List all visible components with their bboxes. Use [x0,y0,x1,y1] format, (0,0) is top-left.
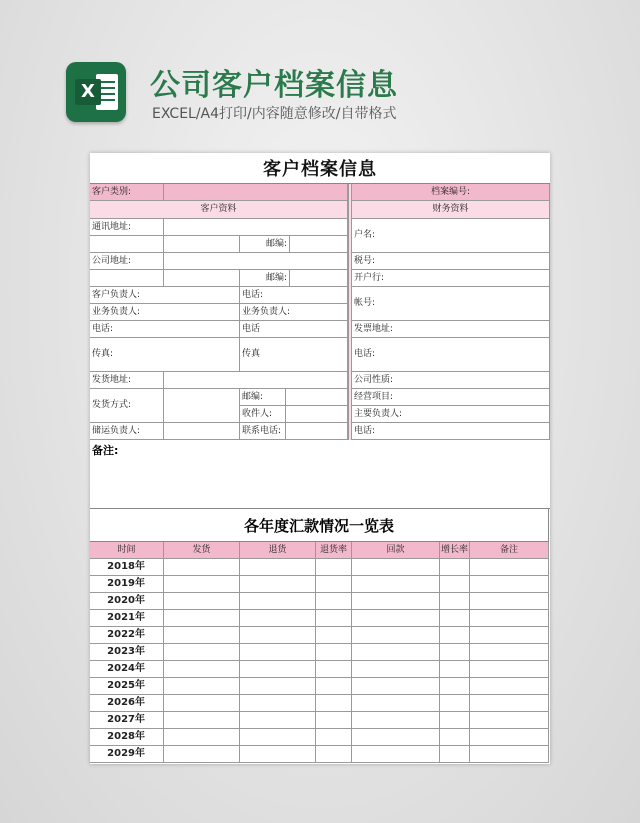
page-subtitle: EXCEL/A4打印/内容随意修改/自带格式 [152,106,397,122]
summary-cell[interactable] [440,729,470,746]
main-manager-label: 主要负责人: [352,406,550,423]
business-manager-label: 业务负责人: [90,304,240,321]
summary-cell[interactable] [440,576,470,593]
summary-cell[interactable] [164,644,240,661]
header [0,0,640,150]
summary-cell[interactable] [164,576,240,593]
summary-cell[interactable] [440,695,470,712]
year-cell: 2029年 [90,746,164,763]
summary-cell[interactable] [316,661,352,678]
summary-cell[interactable] [240,610,316,627]
phone-label-right-2: 电话: [352,423,550,440]
summary-cell[interactable] [470,559,549,576]
summary-cell[interactable] [240,695,316,712]
excel-logo-icon [66,62,126,122]
summary-cell[interactable] [352,746,440,763]
address-value[interactable] [164,219,348,236]
summary-cell[interactable] [440,661,470,678]
summary-cell[interactable] [440,593,470,610]
phone-label: 电话: [90,321,240,338]
section-finance-info: 财务资料 [352,201,550,219]
summary-title: 各年度汇款情况一览表 [90,509,549,542]
summary-cell[interactable] [352,695,440,712]
address-label: 通讯地址: [90,219,164,236]
summary-cell[interactable] [164,678,240,695]
postcode-value[interactable] [290,270,348,287]
company-address-label: 公司地址: [90,253,164,270]
storage-manager-label: 储运负责人: [90,423,164,440]
ship-address-label: 发货地址: [90,372,164,389]
year-cell: 2019年 [90,576,164,593]
summary-cell[interactable] [470,729,549,746]
summary-cell[interactable] [440,746,470,763]
summary-cell[interactable] [240,712,316,729]
blank-cell [164,270,240,287]
tax-no-label: 税号: [352,253,550,270]
summary-cell[interactable] [316,593,352,610]
summary-cell[interactable] [164,661,240,678]
phone-label-2: 电话 [240,321,348,338]
summary-cell[interactable] [240,559,316,576]
fax-label-2: 传真 [240,338,348,372]
summary-col-header: 时间 [90,542,164,559]
summary-cell[interactable] [470,610,549,627]
summary-cell[interactable] [352,593,440,610]
year-cell: 2021年 [90,610,164,627]
summary-cell[interactable] [240,729,316,746]
summary-cell[interactable] [352,627,440,644]
year-cell: 2027年 [90,712,164,729]
postcode-label: 邮编: [240,236,290,253]
ship-method-label: 发货方式: [90,389,164,423]
customer-type-label: 客户类别: [90,184,164,201]
ship-address-value[interactable] [164,372,348,389]
year-cell: 2022年 [90,627,164,644]
year-cell: 2023年 [90,644,164,661]
summary-col-header: 退货率 [316,542,352,559]
summary-cell[interactable] [440,610,470,627]
postcode-label: 邮编: [240,389,286,406]
account-name-label: 户名: [352,219,550,253]
summary-cell[interactable] [352,610,440,627]
document-sheet [90,153,550,764]
summary-cell[interactable] [470,695,549,712]
summary-cell[interactable] [240,644,316,661]
invoice-address-label: 发票地址: [352,321,550,338]
summary-cell[interactable] [164,712,240,729]
postcode-value[interactable] [290,236,348,253]
contact-phone-value[interactable] [286,423,348,440]
business-manager-label-2: 业务负责人: [240,304,348,321]
summary-col-header: 增长率 [440,542,470,559]
summary-cell[interactable] [470,712,549,729]
year-cell: 2020年 [90,593,164,610]
ship-method-value[interactable] [164,389,240,423]
receiver-label: 收件人: [240,406,286,423]
receiver-value[interactable] [286,406,348,423]
summary-cell[interactable] [240,627,316,644]
summary-cell[interactable] [440,644,470,661]
year-cell: 2028年 [90,729,164,746]
section-customer-info: 客户资料 [90,201,348,219]
contact-phone-label: 联系电话: [240,423,286,440]
summary-cell[interactable] [470,644,549,661]
summary-cell[interactable] [316,644,352,661]
postcode-value[interactable] [286,389,348,406]
summary-cell[interactable] [470,576,549,593]
remarks-label: 备注: [92,444,119,457]
company-nature-label: 公司性质: [352,372,550,389]
summary-cell[interactable] [164,729,240,746]
summary-cell[interactable] [352,712,440,729]
summary-cell[interactable] [440,678,470,695]
postcode-label: 邮编: [240,270,290,287]
fax-label: 传真: [90,338,240,372]
summary-cell[interactable] [316,712,352,729]
phone-label-right: 电话: [352,338,550,372]
summary-cell[interactable] [316,576,352,593]
customer-type-value[interactable] [164,184,348,201]
summary-cell[interactable] [164,559,240,576]
year-cell: 2024年 [90,661,164,678]
summary-cell[interactable] [352,559,440,576]
summary-cell[interactable] [316,678,352,695]
summary-cell[interactable] [164,695,240,712]
summary-cell[interactable] [470,661,549,678]
blank-cell [164,236,240,253]
summary-cell[interactable] [240,576,316,593]
remarks-area[interactable] [90,440,550,509]
summary-cell[interactable] [352,661,440,678]
blank-cell [90,236,164,253]
summary-col-header: 发货 [164,542,240,559]
summary-col-header: 退货 [240,542,316,559]
summary-cell[interactable] [316,559,352,576]
summary-cell[interactable] [352,729,440,746]
client-manager-label: 客户负责人: [90,287,240,304]
summary-cell[interactable] [164,746,240,763]
excel-logo-letter: X [75,79,101,105]
summary-cell[interactable] [470,593,549,610]
summary-cell[interactable] [240,746,316,763]
year-cell: 2025年 [90,678,164,695]
storage-manager-value[interactable] [164,423,240,440]
summary-col-header: 备注 [470,542,549,559]
summary-cell[interactable] [164,593,240,610]
summary-cell[interactable] [470,627,549,644]
account-no-label: 帐号: [352,287,550,321]
summary-col-header: 回款 [352,542,440,559]
summary-cell[interactable] [352,576,440,593]
client-phone-label: 电话: [240,287,348,304]
summary-cell[interactable] [440,627,470,644]
year-cell: 2026年 [90,695,164,712]
summary-cell[interactable] [352,644,440,661]
summary-cell[interactable] [352,678,440,695]
business-scope-label: 经营项目: [352,389,550,406]
company-address-value[interactable] [164,253,348,270]
summary-cell[interactable] [240,593,316,610]
summary-cell[interactable] [440,559,470,576]
blank-cell [90,270,164,287]
summary-cell[interactable] [470,746,549,763]
summary-cell[interactable] [240,661,316,678]
form-title: 客户档案信息 [90,153,550,184]
summary-cell[interactable] [240,678,316,695]
year-cell: 2018年 [90,559,164,576]
archive-no-label: 档案编号: [352,184,550,201]
summary-cell[interactable] [316,627,352,644]
summary-cell[interactable] [164,610,240,627]
bank-label: 开户行: [352,270,550,287]
summary-cell[interactable] [440,712,470,729]
summary-cell[interactable] [316,729,352,746]
summary-cell[interactable] [316,695,352,712]
summary-cell[interactable] [164,627,240,644]
summary-cell[interactable] [470,678,549,695]
summary-cell[interactable] [316,610,352,627]
summary-cell[interactable] [316,746,352,763]
page-title: 公司客户档案信息 [150,68,398,103]
